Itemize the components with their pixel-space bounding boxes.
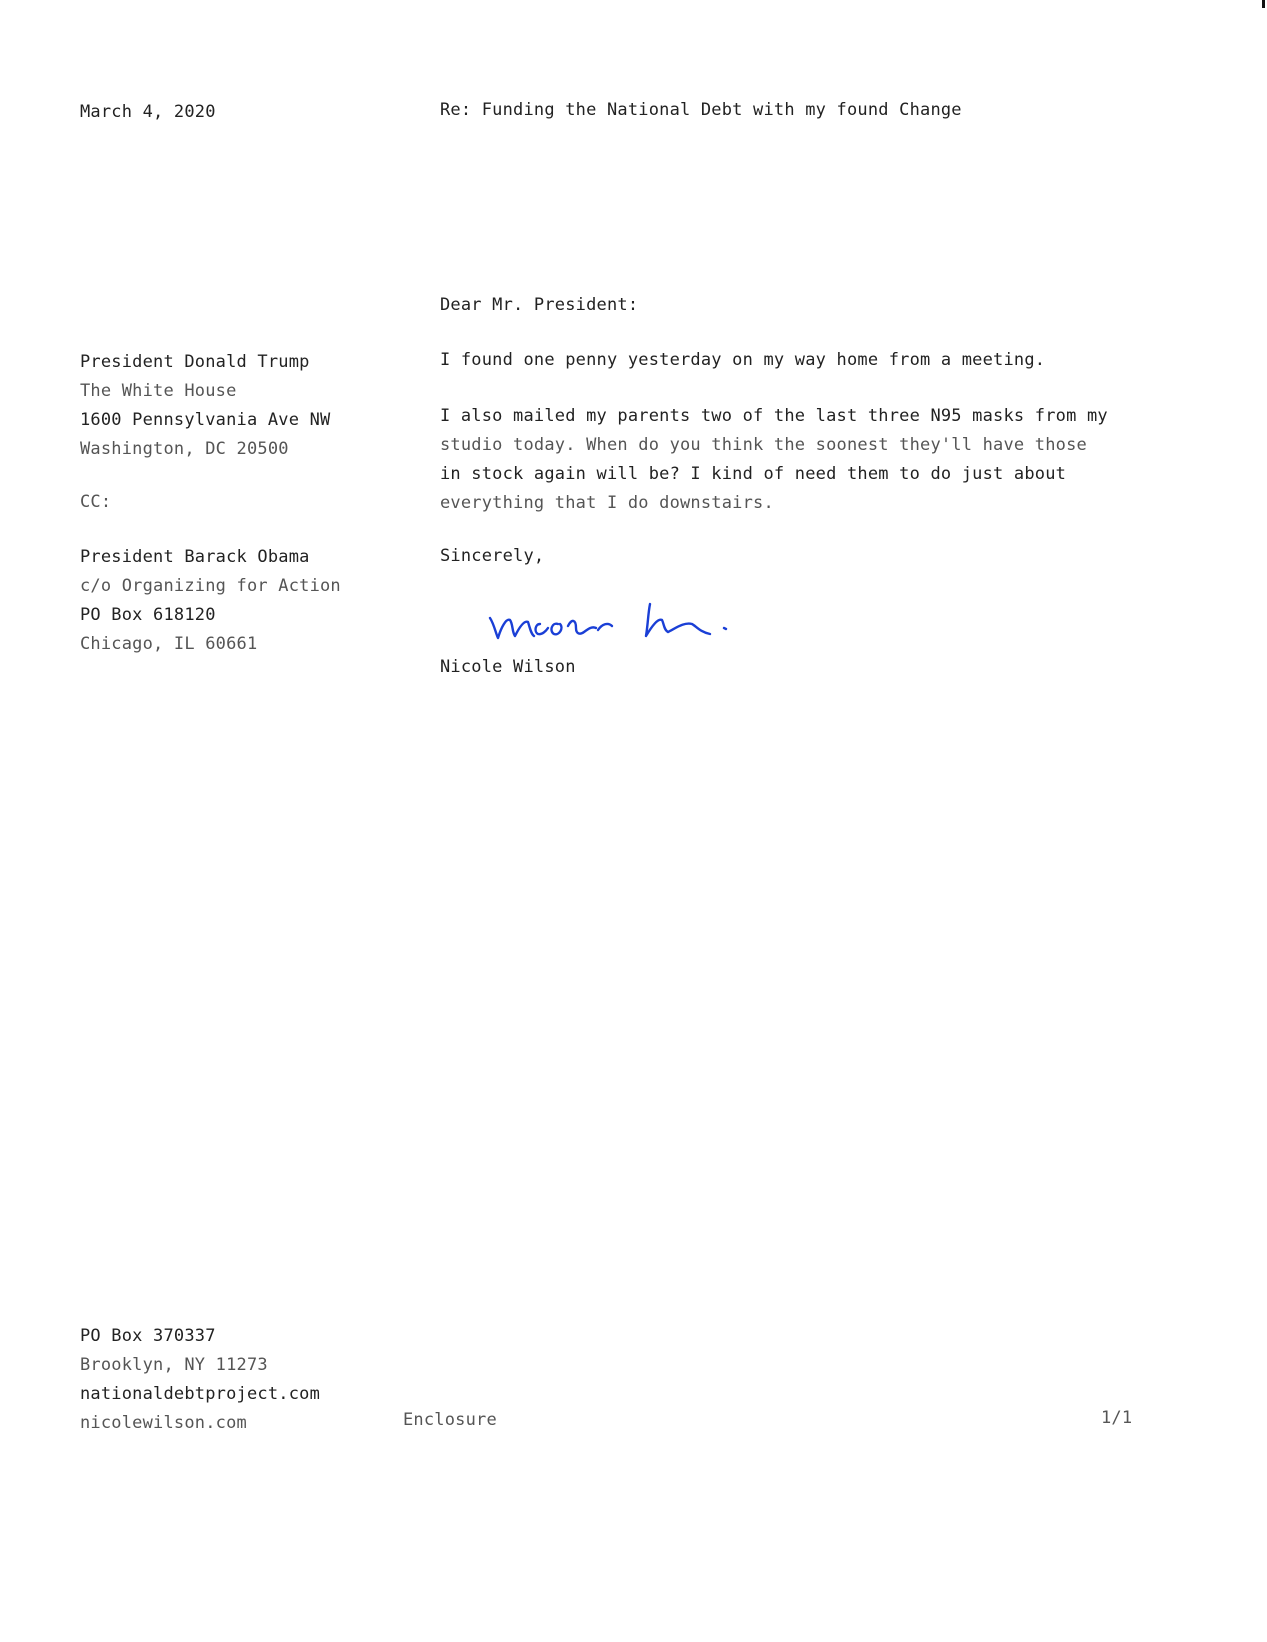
greeting: Dear Mr. President: (440, 295, 639, 315)
sender-website: nicolewilson.com (80, 1413, 247, 1433)
page-number: 1/1 (1101, 1408, 1133, 1428)
cc-address (80, 543, 341, 659)
handwritten-signature (488, 598, 748, 658)
signer-name: Nicole Wilson (440, 657, 576, 677)
cc-line: c/o Organizing for Action (80, 576, 341, 596)
sender-address (80, 1322, 320, 1438)
cc-line: PO Box 618120 (80, 605, 216, 625)
sender-line: PO Box 370337 (80, 1326, 216, 1346)
scan-edge-mark (1262, 0, 1265, 8)
body-line: I also mailed my parents two of the last three N95 masks from my (440, 406, 1108, 426)
recipient-address (80, 348, 330, 464)
body-line: in stock again will be? I kind of need them to do just about (440, 464, 1067, 484)
body-paragraph-2 (440, 402, 1108, 518)
cc-line: Chicago, IL 60661 (80, 634, 258, 654)
enclosure-label: Enclosure (403, 1410, 497, 1430)
letter-date: March 4, 2020 (80, 102, 216, 122)
recipient-line: 1600 Pennsylvania Ave NW (80, 410, 331, 430)
body-line: studio today. When do you think the soonest they'll have those (440, 435, 1087, 455)
body-line: I found one penny yesterday on my way home from a meeting. (440, 350, 1046, 370)
body-paragraph-1 (440, 346, 1045, 375)
sender-website: nationaldebtproject.com (80, 1384, 321, 1404)
body-line: everything that I do downstairs. (440, 493, 774, 513)
closing: Sincerely, (440, 546, 545, 566)
cc-label: CC: (80, 492, 112, 512)
recipient-line: The White House (80, 381, 237, 401)
cc-name: President Barack Obama (80, 547, 310, 567)
recipient-name: President Donald Trump (80, 352, 310, 372)
sender-line: Brooklyn, NY 11273 (80, 1355, 268, 1375)
letter-subject: Re: Funding the National Debt with my found Change (440, 100, 962, 120)
recipient-line: Washington, DC 20500 (80, 439, 289, 459)
